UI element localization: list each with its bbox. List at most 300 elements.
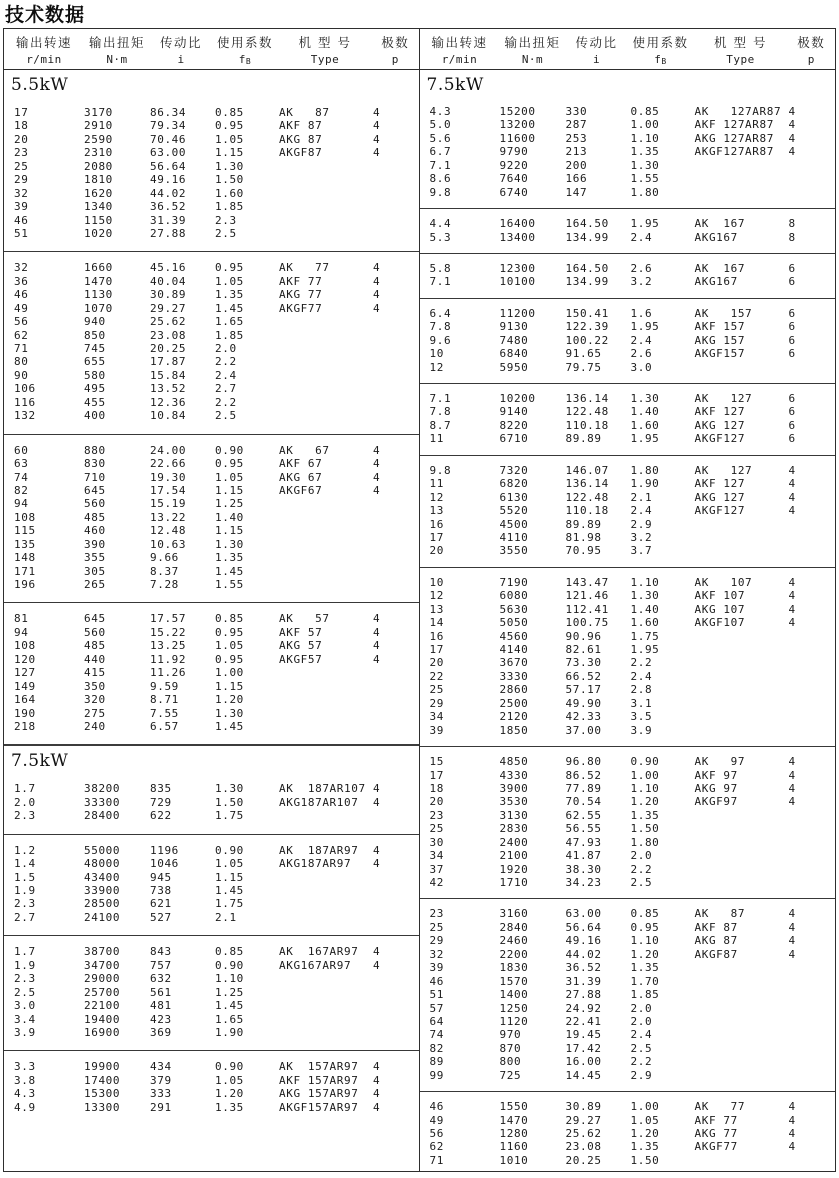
column-header-zh: 机 型 号 bbox=[714, 35, 767, 50]
cell-poles: 6 bbox=[788, 261, 796, 275]
cell-output-torque: 2590 bbox=[84, 132, 113, 146]
cell-output-torque: 880 bbox=[84, 443, 106, 457]
cell-ratio: 56.55 bbox=[565, 822, 602, 836]
cell-poles bbox=[372, 565, 419, 578]
table-row bbox=[420, 1069, 836, 1082]
cell-type: AKGF67 bbox=[279, 483, 323, 497]
cell-service-factor: 3.7 bbox=[630, 544, 653, 558]
cell-output-torque: 11600 bbox=[499, 131, 536, 145]
cell-ratio: 96.80 bbox=[565, 755, 602, 769]
cell-poles bbox=[788, 975, 836, 988]
cell-service-factor: 1.20 bbox=[630, 795, 660, 809]
cell-output-torque: 12300 bbox=[499, 261, 536, 275]
cell-poles: 4 bbox=[788, 105, 796, 118]
cell-type: AKF 157 bbox=[694, 320, 746, 334]
column-header-zh: 传动比 bbox=[575, 35, 618, 50]
cell-service-factor: 1.15 bbox=[215, 483, 244, 497]
table-row bbox=[4, 497, 419, 510]
data-block bbox=[4, 251, 419, 433]
table-row bbox=[420, 876, 836, 889]
cell-poles: 6 bbox=[788, 392, 796, 405]
cell-service-factor: 1.85 bbox=[215, 200, 244, 214]
cell-type bbox=[694, 710, 788, 723]
cell-type bbox=[278, 911, 372, 924]
table-row bbox=[4, 796, 419, 809]
cell-type bbox=[694, 656, 788, 669]
cell-output-speed: 4.4 bbox=[429, 217, 452, 231]
cell-type bbox=[278, 720, 372, 733]
cell-ratio: 1196 bbox=[150, 843, 179, 857]
cell-poles: 4 bbox=[788, 795, 796, 809]
cell-poles: 4 bbox=[373, 119, 381, 133]
cell-type bbox=[278, 227, 372, 240]
cell-type bbox=[278, 382, 372, 395]
table-row bbox=[420, 477, 836, 490]
cell-output-torque: 440 bbox=[84, 652, 106, 666]
cell-service-factor: 1.55 bbox=[215, 578, 244, 591]
cell-output-speed: 14 bbox=[429, 616, 444, 630]
cell-type bbox=[694, 876, 788, 889]
cell-poles bbox=[372, 511, 419, 524]
table-row bbox=[420, 975, 836, 988]
cell-output-speed: 10 bbox=[429, 347, 444, 361]
cell-output-torque: 19400 bbox=[84, 1012, 121, 1026]
cell-output-torque: 1280 bbox=[499, 1127, 529, 1140]
cell-output-speed: 29 bbox=[14, 173, 29, 187]
cell-service-factor: 0.95 bbox=[215, 457, 244, 471]
cell-type: AKF 57 bbox=[279, 625, 323, 639]
cell-type bbox=[278, 355, 372, 368]
cell-output-torque: 7480 bbox=[499, 333, 529, 347]
cell-type bbox=[694, 531, 788, 544]
cell-ratio: 110.18 bbox=[565, 418, 609, 432]
cell-poles: 6 bbox=[788, 347, 796, 361]
data-block bbox=[4, 434, 419, 603]
cell-output-speed: 116 bbox=[14, 395, 36, 409]
cell-type: AK 157 bbox=[694, 306, 753, 320]
table-row bbox=[420, 1055, 836, 1068]
cell-service-factor: 1.20 bbox=[630, 1127, 660, 1140]
cell-output-speed: 39 bbox=[429, 723, 444, 737]
cell-type bbox=[694, 683, 788, 696]
cell-output-speed: 81 bbox=[14, 612, 29, 626]
cell-output-speed: 127 bbox=[14, 666, 36, 680]
table-row bbox=[4, 782, 419, 795]
cell-ratio: 621 bbox=[150, 897, 172, 911]
cell-poles bbox=[788, 630, 836, 643]
table-row bbox=[4, 612, 419, 625]
cell-output-speed: 7.1 bbox=[429, 158, 452, 172]
cell-poles bbox=[372, 315, 419, 328]
column-header bbox=[788, 33, 836, 66]
cell-type: AKGF97 bbox=[694, 795, 738, 809]
table-row bbox=[420, 769, 836, 782]
cell-output-speed: 90 bbox=[14, 368, 29, 382]
cell-type bbox=[694, 1028, 788, 1041]
table-row bbox=[4, 342, 419, 355]
cell-ratio: 63.00 bbox=[150, 146, 187, 160]
cell-ratio: 13.52 bbox=[150, 382, 187, 396]
cell-service-factor: 1.10 bbox=[630, 575, 660, 589]
cell-output-torque: 485 bbox=[84, 639, 106, 653]
cell-service-factor: 1.05 bbox=[215, 639, 244, 653]
table-row bbox=[420, 405, 836, 418]
cell-service-factor: 1.95 bbox=[630, 320, 660, 334]
cell-output-speed: 89 bbox=[429, 1055, 444, 1069]
table-row bbox=[4, 999, 419, 1012]
cell-ratio: 136.14 bbox=[565, 477, 609, 491]
cell-service-factor: 1.40 bbox=[630, 405, 660, 419]
cell-poles: 4 bbox=[373, 470, 381, 484]
cell-type: AKF 67 bbox=[279, 457, 323, 471]
cell-service-factor: 2.4 bbox=[630, 1028, 653, 1042]
cell-service-factor: 3.2 bbox=[630, 530, 653, 544]
cell-type: AKGF57 bbox=[279, 652, 323, 666]
cell-output-torque: 850 bbox=[84, 328, 106, 342]
cell-poles: 4 bbox=[373, 958, 381, 972]
cell-poles: 4 bbox=[373, 612, 381, 626]
cell-ratio: 25.62 bbox=[150, 315, 187, 329]
column-header bbox=[212, 33, 278, 66]
cell-output-torque: 9130 bbox=[499, 320, 529, 334]
cell-output-torque: 4110 bbox=[499, 530, 529, 544]
cell-output-torque: 9140 bbox=[499, 405, 529, 419]
table-row bbox=[4, 444, 419, 457]
table-panel-right bbox=[420, 29, 836, 1171]
cell-service-factor: 2.5 bbox=[630, 1041, 653, 1055]
cell-poles bbox=[788, 531, 836, 544]
cell-type bbox=[278, 538, 372, 551]
cell-type: AKG167 bbox=[694, 275, 738, 289]
cell-service-factor: 1.10 bbox=[630, 131, 660, 145]
cell-ratio: 25.62 bbox=[565, 1127, 602, 1140]
cell-poles bbox=[788, 1015, 836, 1028]
cell-ratio: 291 bbox=[150, 1100, 172, 1114]
cell-poles: 8 bbox=[788, 230, 796, 244]
table-row bbox=[420, 118, 836, 131]
data-block bbox=[420, 298, 836, 383]
cell-type: AKG 127 bbox=[694, 418, 746, 432]
cell-output-speed: 171 bbox=[14, 564, 36, 578]
cell-output-speed: 17 bbox=[429, 530, 444, 544]
cell-type: AKF 127 bbox=[694, 477, 746, 491]
cell-type: AKG 157AR97 bbox=[279, 1087, 359, 1101]
power-section-label: 7.5kW bbox=[11, 751, 69, 772]
cell-type bbox=[278, 565, 372, 578]
table-row bbox=[4, 173, 419, 186]
cell-type: AKF 77 bbox=[694, 1113, 738, 1127]
cell-type bbox=[278, 578, 372, 591]
panel-body-right bbox=[420, 70, 836, 1176]
cell-output-torque: 5050 bbox=[499, 616, 529, 630]
cell-output-speed: 3.0 bbox=[14, 999, 36, 1013]
cell-type: AKG 97 bbox=[694, 781, 738, 795]
cell-output-speed: 15 bbox=[429, 755, 444, 769]
cell-output-speed: 12 bbox=[429, 360, 444, 374]
cell-output-speed: 132 bbox=[14, 409, 36, 423]
cell-poles bbox=[372, 707, 419, 720]
cell-poles bbox=[372, 1013, 419, 1026]
cell-ratio: 49.16 bbox=[565, 934, 602, 948]
table-row bbox=[420, 159, 836, 172]
cell-service-factor: 0.95 bbox=[215, 625, 244, 639]
cell-service-factor: 1.60 bbox=[630, 418, 660, 432]
cell-output-speed: 80 bbox=[14, 355, 29, 369]
cell-ratio: 24.92 bbox=[565, 1001, 602, 1015]
cell-ratio: 30.89 bbox=[150, 288, 187, 302]
table-row bbox=[420, 934, 836, 947]
table-row bbox=[4, 653, 419, 666]
cell-type bbox=[694, 822, 788, 835]
cell-type: AKG167 bbox=[694, 230, 738, 244]
cell-ratio: 36.52 bbox=[565, 961, 602, 975]
cell-ratio: 34.23 bbox=[565, 876, 602, 889]
cell-output-speed: 1.7 bbox=[14, 782, 36, 796]
cell-output-torque: 1550 bbox=[499, 1100, 529, 1114]
cell-output-speed: 99 bbox=[429, 1068, 444, 1082]
table-row bbox=[420, 589, 836, 602]
cell-service-factor: 1.00 bbox=[630, 768, 660, 782]
cell-ratio: 7.55 bbox=[150, 706, 179, 720]
column-header bbox=[500, 33, 566, 66]
cell-poles bbox=[788, 1069, 836, 1082]
column-header-unit: N·m bbox=[521, 53, 544, 66]
table-row bbox=[4, 1101, 419, 1114]
cell-poles bbox=[372, 999, 419, 1012]
cell-output-torque: 6840 bbox=[499, 347, 529, 361]
cell-output-torque: 9790 bbox=[499, 145, 529, 159]
cell-service-factor: 2.2 bbox=[630, 656, 653, 670]
cell-ratio: 19.45 bbox=[565, 1028, 602, 1042]
cell-output-speed: 108 bbox=[14, 639, 36, 653]
cell-poles bbox=[788, 683, 836, 696]
cell-ratio: 434 bbox=[150, 1060, 172, 1074]
cell-poles: 4 bbox=[788, 947, 796, 961]
cell-output-torque: 1810 bbox=[84, 173, 113, 187]
table-row bbox=[420, 1028, 836, 1041]
cell-output-torque: 870 bbox=[499, 1041, 522, 1055]
cell-output-torque: 4500 bbox=[499, 517, 529, 531]
table-row bbox=[420, 988, 836, 1001]
table-row bbox=[420, 275, 836, 288]
cell-output-torque: 1020 bbox=[84, 226, 113, 240]
cell-output-speed: 106 bbox=[14, 382, 36, 396]
cell-service-factor: 3.0 bbox=[630, 360, 653, 374]
cell-output-torque: 1340 bbox=[84, 200, 113, 214]
cell-output-speed: 115 bbox=[14, 524, 36, 538]
cell-output-torque: 645 bbox=[84, 612, 106, 626]
cell-type: AKF 107 bbox=[694, 589, 746, 603]
cell-service-factor: 1.15 bbox=[215, 679, 244, 693]
table-row bbox=[4, 133, 419, 146]
cell-poles bbox=[372, 809, 419, 822]
cell-service-factor: 0.95 bbox=[215, 119, 244, 133]
cell-ratio: 164.50 bbox=[565, 261, 609, 275]
table-row bbox=[4, 884, 419, 897]
cell-output-torque: 3130 bbox=[499, 808, 529, 822]
column-header-zh: 极数 bbox=[381, 35, 410, 50]
cell-output-torque: 11200 bbox=[499, 306, 536, 320]
cell-poles bbox=[788, 710, 836, 723]
cell-poles bbox=[372, 680, 419, 693]
column-header-zh: 使用系数 bbox=[632, 35, 689, 50]
cell-output-speed: 7.1 bbox=[429, 392, 452, 405]
cell-service-factor: 2.4 bbox=[215, 368, 237, 382]
cell-output-speed: 7.8 bbox=[429, 320, 452, 334]
column-header-row bbox=[420, 29, 836, 70]
column-header-unit: r/min bbox=[441, 53, 478, 66]
cell-output-speed: 2.3 bbox=[14, 897, 36, 911]
cell-output-speed: 39 bbox=[429, 961, 444, 975]
cell-output-torque: 1070 bbox=[84, 301, 113, 315]
table-row bbox=[420, 616, 836, 629]
cell-ratio: 481 bbox=[150, 999, 172, 1013]
cell-service-factor: 1.85 bbox=[630, 988, 660, 1002]
cell-service-factor: 2.2 bbox=[630, 862, 653, 876]
cell-type bbox=[694, 630, 788, 643]
cell-type: AKGF127AR87 bbox=[694, 145, 774, 159]
cell-output-torque: 13200 bbox=[499, 118, 536, 132]
cell-output-torque: 3330 bbox=[499, 669, 529, 683]
cell-type bbox=[278, 160, 372, 173]
cell-poles bbox=[788, 849, 836, 862]
cell-poles: 4 bbox=[788, 589, 796, 603]
table-row bbox=[420, 907, 836, 920]
cell-output-torque: 970 bbox=[499, 1028, 522, 1042]
table-row bbox=[4, 578, 419, 591]
cell-output-torque: 6710 bbox=[499, 432, 529, 446]
cell-poles: 4 bbox=[373, 274, 381, 288]
cell-ratio: 333 bbox=[150, 1087, 172, 1101]
table-row bbox=[420, 464, 836, 477]
cell-ratio: 38.30 bbox=[565, 862, 602, 876]
cell-poles: 6 bbox=[788, 320, 796, 334]
cell-type: AK 127AR87 bbox=[694, 105, 782, 118]
cell-service-factor: 1.80 bbox=[630, 835, 660, 849]
cell-type: AK 167 bbox=[694, 261, 746, 275]
cell-ratio: 23.08 bbox=[565, 1140, 602, 1154]
cell-ratio: 561 bbox=[150, 985, 172, 999]
cell-output-speed: 37 bbox=[429, 862, 444, 876]
cell-output-torque: 5630 bbox=[499, 602, 529, 616]
table-row bbox=[420, 809, 836, 822]
cell-type: AKG 157 bbox=[694, 333, 746, 347]
cell-output-speed: 74 bbox=[14, 470, 29, 484]
cell-service-factor: 1.95 bbox=[630, 432, 660, 446]
cell-output-torque: 6130 bbox=[499, 490, 529, 504]
table-row bbox=[420, 1015, 836, 1028]
cell-ratio: 622 bbox=[150, 809, 172, 823]
cell-service-factor: 1.75 bbox=[215, 897, 244, 911]
cell-type bbox=[278, 214, 372, 227]
cell-output-speed: 56 bbox=[429, 1127, 444, 1140]
cell-service-factor: 1.35 bbox=[215, 1100, 244, 1114]
cell-output-speed: 20 bbox=[14, 132, 29, 146]
cell-output-torque: 33900 bbox=[84, 884, 121, 897]
cell-output-torque: 28400 bbox=[84, 809, 121, 823]
cell-output-torque: 560 bbox=[84, 625, 106, 639]
cell-service-factor: 0.95 bbox=[215, 652, 244, 666]
cell-poles bbox=[372, 355, 419, 368]
cell-type bbox=[278, 396, 372, 409]
cell-output-speed: 64 bbox=[429, 1014, 444, 1028]
cell-type bbox=[278, 329, 372, 342]
table-row bbox=[4, 457, 419, 470]
cell-output-speed: 7.8 bbox=[429, 405, 452, 419]
cell-output-speed: 196 bbox=[14, 578, 36, 591]
cell-output-speed: 11 bbox=[429, 432, 444, 446]
cell-output-speed: 34 bbox=[429, 710, 444, 724]
cell-type: AKF 157AR97 bbox=[279, 1073, 359, 1087]
cell-ratio: 77.89 bbox=[565, 781, 602, 795]
cell-poles: 4 bbox=[788, 920, 796, 934]
table-row bbox=[420, 347, 836, 360]
table-row bbox=[420, 1100, 836, 1113]
cell-output-torque: 415 bbox=[84, 666, 106, 680]
column-header-zh: 极数 bbox=[797, 35, 826, 50]
cell-output-torque: 1850 bbox=[499, 723, 529, 737]
cell-ratio: 11.92 bbox=[150, 652, 187, 666]
cell-poles bbox=[372, 911, 419, 924]
cell-service-factor: 1.50 bbox=[630, 1153, 660, 1167]
cell-output-torque: 4560 bbox=[499, 629, 529, 643]
column-header-unit: $f_B$ bbox=[238, 53, 252, 66]
cell-ratio: 423 bbox=[150, 1012, 172, 1026]
cell-service-factor: 1.00 bbox=[630, 1100, 660, 1114]
cell-ratio: 527 bbox=[150, 910, 172, 924]
cell-poles: 4 bbox=[788, 907, 796, 921]
cell-ratio: 134.99 bbox=[565, 230, 609, 244]
cell-type bbox=[278, 871, 372, 884]
cell-output-speed: 13 bbox=[429, 602, 444, 616]
cell-poles bbox=[372, 538, 419, 551]
cell-ratio: 12.48 bbox=[150, 524, 187, 538]
table-row bbox=[420, 643, 836, 656]
cell-type bbox=[694, 1154, 788, 1167]
cell-type bbox=[278, 1013, 372, 1026]
cell-output-torque: 6080 bbox=[499, 589, 529, 603]
cell-ratio: 29.27 bbox=[565, 1113, 602, 1127]
table-row bbox=[4, 511, 419, 524]
data-block bbox=[420, 97, 836, 208]
table-row bbox=[420, 836, 836, 849]
cell-service-factor: 3.1 bbox=[630, 696, 653, 710]
cell-service-factor: 1.55 bbox=[630, 172, 660, 186]
table-row bbox=[420, 320, 836, 333]
cell-type bbox=[694, 544, 788, 557]
cell-poles: 4 bbox=[373, 639, 381, 653]
table-row bbox=[4, 214, 419, 227]
cell-output-torque: 38700 bbox=[84, 945, 121, 959]
cell-output-torque: 4140 bbox=[499, 643, 529, 656]
cell-output-torque: 34700 bbox=[84, 958, 121, 972]
cell-output-speed: 71 bbox=[429, 1153, 444, 1167]
cell-output-torque: 24100 bbox=[84, 910, 121, 924]
cell-service-factor: 1.40 bbox=[215, 510, 244, 524]
cell-poles bbox=[788, 656, 836, 669]
cell-type bbox=[694, 1042, 788, 1055]
cell-type bbox=[278, 680, 372, 693]
cell-output-torque: 4330 bbox=[499, 768, 529, 782]
table-row bbox=[420, 921, 836, 934]
cell-service-factor: 1.05 bbox=[215, 1073, 244, 1087]
cell-ratio: 835 bbox=[150, 782, 172, 796]
cell-ratio: 17.54 bbox=[150, 483, 187, 497]
cell-service-factor: 1.85 bbox=[215, 328, 244, 342]
cell-ratio: 253 bbox=[565, 131, 588, 145]
cell-poles bbox=[788, 518, 836, 531]
cell-poles bbox=[372, 524, 419, 537]
